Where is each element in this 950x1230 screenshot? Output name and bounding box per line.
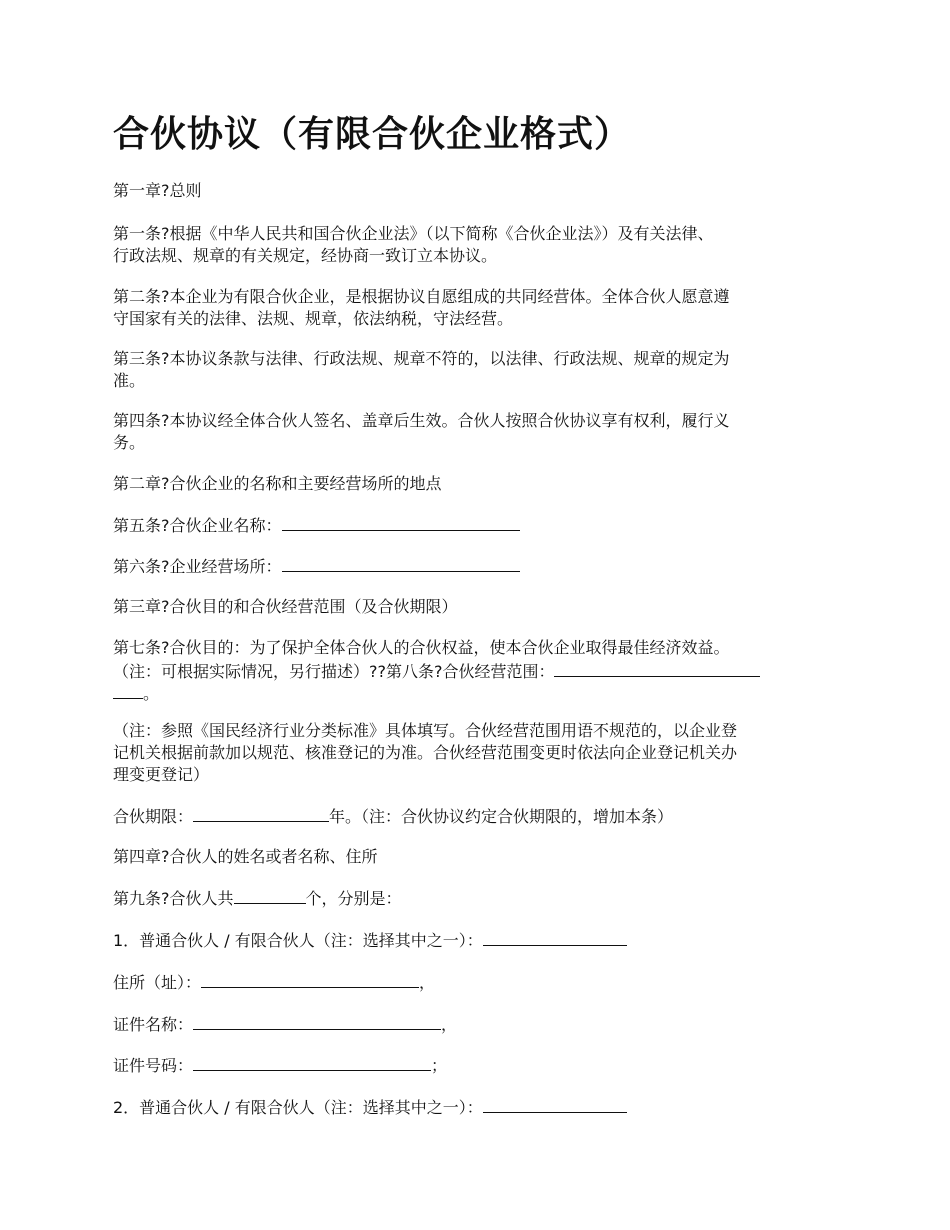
article-3-line-1: 第三条?本协议条款与法律、行政法规、规章不符的，以法律、行政法规、规章的规定为 [113,349,730,368]
enterprise-name-blank[interactable] [282,514,520,531]
article-8-end: 。 [143,684,160,703]
note-line-2: 记机关根据前款加以规范、核准登记的为准。合伙经营范围变更时依法向企业登记机关办 [113,743,738,762]
chapter-4-heading: 第四章?合伙人的姓名或者名称、住所 [113,847,378,866]
id-name [113,1013,841,1036]
article-5 [113,514,841,537]
article-8-label: （注：可根据实际情况，另行描述）??第八条?合伙经营范围： [113,662,555,681]
partner-2-label: 2．普通合伙人 / 有限合伙人（注：选择其中之一）： [113,1098,483,1117]
partner-count-blank[interactable] [234,887,306,904]
address-label: 住所（址）： [113,973,202,992]
address-blank[interactable] [201,971,419,988]
id-name-blank[interactable] [193,1013,441,1030]
article-1-line-1: 第一条?根据《中华人民共和国合伙企业法》（以下简称《合伙企业法》）及有关法律、 [113,224,714,243]
id-name-label: 证件名称： [113,1015,194,1034]
partner-1-blank[interactable] [483,929,627,946]
partnership-term [113,805,841,828]
article-2-line-2: 守国家有关的法律、法规、规章，依法纳税，守法经营。 [113,309,514,328]
business-scope-blank-2[interactable] [113,682,143,699]
term-label: 合伙期限： [113,807,194,826]
partner-1 [113,929,841,952]
article-9 [113,887,841,910]
note-line-3: 理变更登记） [113,765,210,784]
term-years-blank[interactable] [193,805,329,822]
id-number-blank[interactable] [193,1054,431,1071]
term-note: 年。（注：合伙协议约定合伙期限的，增加本条） [329,807,674,826]
article-4-line-1: 第四条?本协议经全体合伙人签名、盖章后生效。合伙人按照合伙协议享有权利，履行义 [113,411,730,430]
article-4-line-2: 务。 [113,433,146,452]
article-6 [113,555,841,578]
id-number-end: ； [431,1056,448,1075]
article-7-line-2 [113,660,841,683]
note-line-1: （注：参照《国民经济行业分类标准》具体填写。合伙经营范围用语不规范的，以企业登 [113,721,738,740]
article-6-label: 第六条?企业经营场所： [113,557,282,576]
article-2-line-1: 第二条?本企业为有限合伙企业，是根据协议自愿组成的共同经营体。全体合伙人愿意遵 [113,287,730,306]
business-scope-blank-1[interactable] [554,660,760,677]
business-place-blank[interactable] [282,555,520,572]
chapter-1-heading: 第一章?总则 [113,181,202,200]
address [113,971,841,994]
article-5-label: 第五条?合伙企业名称： [113,516,282,535]
document-title: 合伙协议（有限合伙企业格式） [113,114,632,155]
id-number-label: 证件号码： [113,1056,194,1075]
article-1-line-2: 行政法规、规章的有关规定，经协商一致订立本协议。 [113,246,498,265]
id-number [113,1054,841,1077]
chapter-3-heading: 第三章?合伙目的和合伙经营范围（及合伙期限） [113,597,458,616]
address-end: ， [419,973,436,992]
article-3-line-2: 准。 [113,371,146,390]
article-9-end: 个，分别是： [305,889,402,908]
partner-1-label: 1．普通合伙人 / 有限合伙人（注：选择其中之一）： [113,931,483,950]
partner-2-blank[interactable] [483,1096,627,1113]
article-9-label: 第九条?合伙人共 [113,889,234,908]
id-name-end: ， [441,1015,458,1034]
article-7-line-3 [113,682,841,705]
partner-2 [113,1096,841,1119]
article-7-line-1: 第七条?合伙目的：为了保护全体合伙人的合伙权益，使本合伙企业取得最佳经济效益。 [113,638,730,657]
chapter-2-heading: 第二章?合伙企业的名称和主要经营场所的地点 [113,474,442,493]
